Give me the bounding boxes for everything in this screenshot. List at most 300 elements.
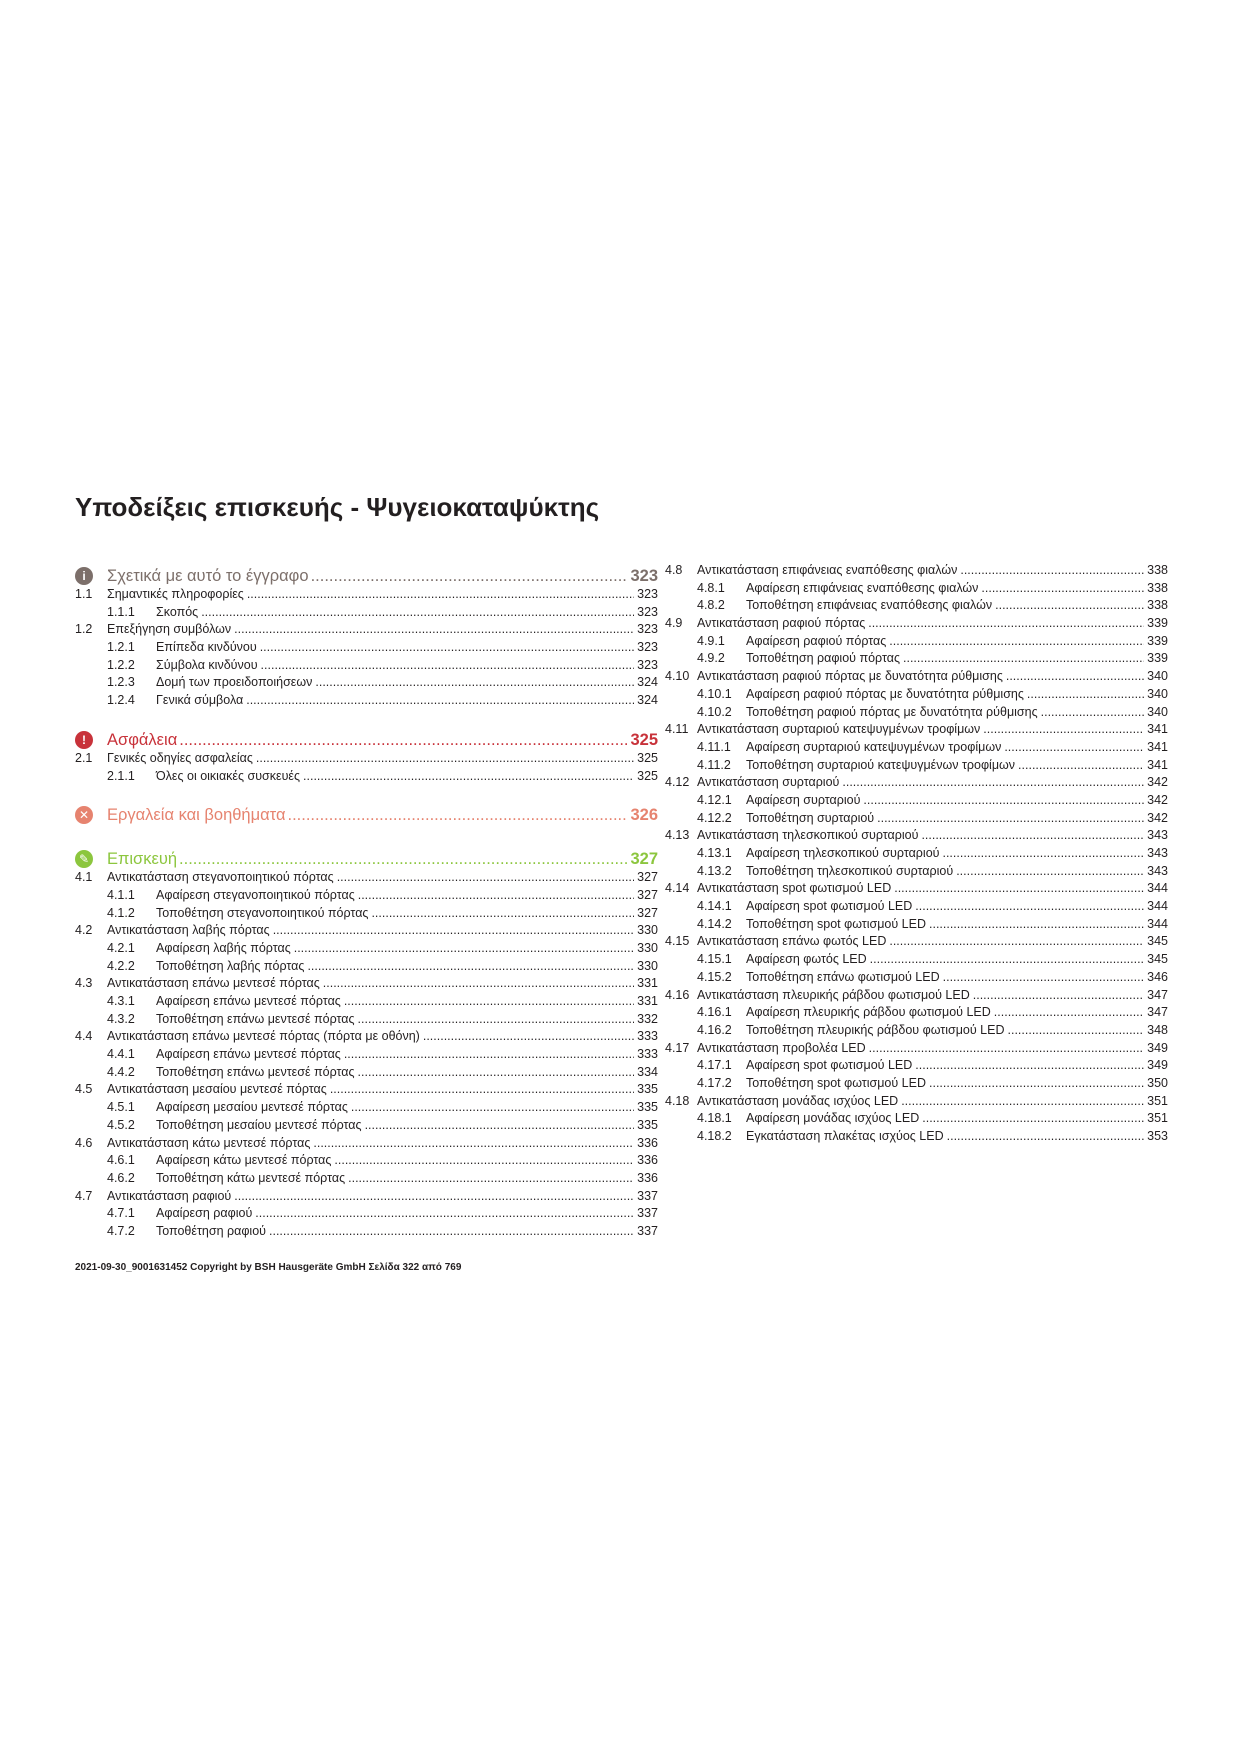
toc-entry[interactable] (665, 1075, 1168, 1093)
dot-leader (1008, 1022, 1145, 1040)
dot-leader (334, 1152, 634, 1170)
toc-entry-page: 323 (637, 657, 658, 672)
toc-entry-page: 344 (1147, 881, 1168, 896)
toc-entry-label: Αφαίρεση πλευρικής ράβδου φωτισμού LED (746, 1005, 991, 1020)
toc-entry-page: 327 (637, 870, 658, 885)
toc-entry-page: 323 (637, 640, 658, 655)
toc-entry-label: Τοποθέτηση ραφιού πόρτας (746, 651, 900, 666)
dot-leader (868, 615, 1144, 633)
toc-entry-page: 345 (1147, 952, 1168, 967)
toc-entry[interactable] (665, 668, 1168, 686)
toc-entry[interactable] (665, 704, 1168, 722)
toc-entry-number: 1.2 (75, 622, 93, 637)
toc-entry[interactable] (665, 969, 1168, 987)
toc-entry[interactable] (665, 863, 1168, 881)
toc-entry[interactable] (665, 898, 1168, 916)
toc-chapter[interactable] (75, 845, 658, 869)
toc-entry[interactable] (75, 1117, 658, 1135)
dot-leader (255, 1205, 634, 1223)
dot-leader (344, 993, 634, 1011)
toc-entry-page: 325 (637, 768, 658, 783)
toc-entry-page: 331 (637, 994, 658, 1008)
toc-entry-number: 4.6.1 (107, 1153, 135, 1168)
toc-entry-page: 323 (637, 604, 658, 619)
toc-entry-label: Αφαίρεση ραφιού (156, 1206, 253, 1221)
toc-entry-page: 337 (637, 1206, 658, 1221)
toc-entry-label: Επίπεδα κινδύνου (156, 640, 257, 655)
toc-entry[interactable] (75, 975, 658, 993)
toc-entry-number: 4.13.1 (697, 846, 732, 860)
toc-entry-number: 4.4.1 (107, 1047, 135, 1062)
toc-entry-label: Αφαίρεση λαβής πόρτας (156, 940, 291, 955)
toc-entry[interactable] (665, 721, 1168, 739)
toc-entry-number: 4.4 (75, 1029, 93, 1044)
dot-leader (1018, 757, 1144, 775)
toc-entry-page: 344 (1147, 899, 1168, 914)
toc-entry[interactable] (75, 1046, 658, 1064)
toc-entry-page: 330 (637, 958, 658, 973)
toc-entry[interactable] (75, 1152, 658, 1170)
toc-entry-number: 4.9 (665, 616, 683, 631)
toc-entry[interactable] (75, 639, 658, 657)
toc-entry-page: 325 (637, 750, 658, 765)
toc-entry-number: 4.3.2 (107, 1011, 135, 1026)
toc-entry-page: 335 (637, 1117, 658, 1132)
toc-entry-label: Τοποθέτηση πλευρικής ράβδου φωτισμού LED (746, 1022, 1005, 1037)
dot-leader (351, 1099, 634, 1117)
warning-icon: ! (75, 731, 93, 749)
toc-entry-label: Αφαίρεση spot φωτισμού LED (746, 1058, 913, 1073)
toc-entry-number: 4.9.1 (697, 633, 725, 648)
toc-entry[interactable] (665, 880, 1168, 898)
toc-entry[interactable] (665, 739, 1168, 757)
toc-entry-label: Αφαίρεση μεσαίου μεντεσέ πόρτας (156, 1100, 348, 1115)
toc-entry[interactable] (665, 757, 1168, 775)
toc-entry-page: 339 (1147, 633, 1168, 648)
toc-entry-label: Τοποθέτηση κάτω μεντεσέ πόρτας (156, 1170, 346, 1185)
dot-leader (371, 905, 634, 923)
tools-icon: ✕ (75, 806, 93, 824)
toc-entry-label: Επεξήγηση συμβόλων (107, 622, 232, 637)
toc-entry-page: 351 (1147, 1111, 1168, 1126)
toc-entry-number: 4.16 (665, 987, 690, 1002)
toc-entry-label: Εγκατάσταση πλακέτας ισχύος LED (746, 1129, 944, 1143)
dot-leader (983, 721, 1144, 739)
dot-leader (877, 810, 1144, 828)
dot-leader (894, 880, 1144, 898)
toc-entry[interactable] (75, 940, 658, 958)
toc-entry-label: Αντικατάσταση ραφιού (107, 1188, 232, 1203)
dot-leader (246, 692, 634, 710)
dot-leader (922, 1110, 1144, 1128)
toc-entry-number: 4.1 (75, 870, 93, 885)
toc-entry-number: 4.3 (75, 976, 93, 991)
toc-entry[interactable] (75, 1205, 658, 1223)
toc-entry-page: 349 (1147, 1040, 1168, 1055)
toc-entry-number: 4.3.1 (107, 994, 135, 1008)
dot-leader (313, 1135, 634, 1153)
toc-entry[interactable] (665, 1022, 1168, 1040)
toc-entry-number: 4.16.1 (697, 1005, 732, 1020)
toc-entry-label: Αντικατάσταση ραφιού πόρτας (697, 616, 866, 631)
toc-entry[interactable] (75, 1170, 658, 1188)
toc-entry-label: Όλες οι οικιακές συσκευές (156, 768, 301, 783)
toc-entry-label: Αφαίρεση στεγανοποιητικού πόρτας (156, 887, 355, 902)
toc-entry-label: Αφαίρεση συρταριού (746, 792, 861, 807)
toc-entry[interactable] (75, 604, 658, 622)
toc-entry-number: 1.2.1 (107, 640, 135, 655)
toc-entry-page: 346 (1147, 969, 1168, 984)
toc-entry-page: 343 (1147, 828, 1168, 843)
dot-leader (287, 806, 628, 825)
dot-leader (294, 940, 634, 958)
toc-entry[interactable] (75, 905, 658, 923)
toc-entry[interactable] (665, 792, 1168, 810)
toc-chapter-page: 326 (630, 806, 658, 825)
toc-entry-label: Αντικατάσταση στεγανοποιητικού πόρτας (107, 870, 334, 885)
toc-entry[interactable] (665, 650, 1168, 668)
dot-leader (365, 1117, 635, 1135)
toc-entry[interactable] (75, 1028, 658, 1046)
toc-entry-page: 342 (1147, 775, 1168, 790)
dot-leader (358, 1064, 635, 1082)
toc-chapter-page: 327 (630, 850, 658, 869)
toc-entry-number: 4.6.2 (107, 1170, 135, 1185)
toc-entry[interactable] (75, 768, 658, 786)
toc-entry[interactable] (665, 562, 1168, 580)
dot-leader (929, 1075, 1144, 1093)
toc-entry[interactable] (665, 1057, 1168, 1075)
toc-chapter-label: Εργαλεία και βοηθήματα (107, 806, 286, 825)
toc-entry[interactable] (665, 933, 1168, 951)
toc-entry-label: Αντικατάσταση ραφιού πόρτας με δυνατότητα ρύθμισης (697, 669, 1003, 684)
toc-entry-number: 4.17 (665, 1040, 690, 1055)
dot-leader (889, 933, 1144, 951)
toc-chapter[interactable] (75, 801, 658, 825)
toc-entry-page: 348 (1147, 1022, 1168, 1037)
page-title: Υποδείξεις επισκευής - Ψυγειοκαταψύκτης (75, 492, 600, 522)
toc-entry-label: Τοποθέτηση μεσαίου μεντεσέ πόρτας (156, 1117, 362, 1132)
toc-entry-number: 4.11.2 (697, 757, 731, 772)
toc-entry[interactable] (75, 922, 658, 940)
toc-entry-page: 336 (637, 1170, 658, 1185)
repair-icon: ✎ (75, 850, 93, 868)
toc-entry-label: Αντικατάσταση κάτω μεντεσέ πόρτας (107, 1135, 311, 1150)
toc-entry-number: 4.2 (75, 923, 93, 938)
toc-entry[interactable] (665, 810, 1168, 828)
toc-entry-label: Αντικατάσταση πλευρικής ράβδου φωτισμού LED (697, 987, 970, 1002)
dot-leader (358, 1011, 635, 1029)
toc-entry-label: Αφαίρεση ραφιού πόρτας με δυνατότητα ρύθμισης (746, 686, 1024, 701)
toc-entry-page: 340 (1147, 704, 1168, 719)
toc-entry-page: 347 (1147, 987, 1168, 1002)
toc-entry-number: 4.18.2 (697, 1129, 732, 1143)
dot-leader (943, 969, 1145, 987)
toc-entry-number: 4.2.2 (107, 958, 135, 973)
toc-entry-page: 337 (637, 1223, 658, 1238)
toc-entry-label: Σημαντικές πληροφορίες (107, 587, 244, 601)
dot-leader (234, 1188, 634, 1206)
toc-entry-page: 333 (637, 1029, 658, 1044)
toc-entry-page: 351 (1147, 1093, 1168, 1108)
toc-entry-page: 336 (637, 1135, 658, 1150)
dot-leader (358, 887, 634, 905)
toc-entry-label: Αφαίρεση τηλεσκοπικού συρταριού (746, 846, 940, 860)
toc-entry[interactable] (665, 774, 1168, 792)
toc-entry-number: 4.16.2 (697, 1022, 732, 1037)
toc-entry-number: 4.10 (665, 669, 690, 684)
dot-leader (942, 845, 1144, 863)
toc-entry[interactable] (75, 993, 658, 1011)
toc-entry-page: 334 (637, 1064, 658, 1079)
toc-entry-number: 4.7 (75, 1188, 93, 1203)
toc-chapter[interactable] (75, 562, 658, 586)
toc-entry-label: Αφαίρεση επιφάνειας εναπόθεσης φιαλών (746, 580, 979, 595)
dot-leader (889, 633, 1144, 651)
toc-entry-number: 1.2.4 (107, 693, 135, 708)
dot-leader (261, 657, 635, 675)
toc-entry-number: 4.17.1 (697, 1058, 732, 1073)
toc-entry-page: 338 (1147, 580, 1168, 595)
toc-entry-page: 323 (637, 587, 658, 601)
toc-entry-number: 4.12 (665, 775, 690, 790)
toc-entry-label: Αντικατάσταση επάνω φωτός LED (697, 934, 887, 949)
toc-entry-label: Δομή των προειδοποιήσεων (156, 675, 313, 690)
toc-entry-page: 338 (1147, 598, 1168, 613)
toc-chapter-label: Ασφάλεια (107, 730, 178, 749)
toc-entry-page: 336 (637, 1153, 658, 1168)
toc-entry[interactable] (75, 1081, 658, 1099)
toc-entry[interactable] (75, 1064, 658, 1082)
dot-leader (1006, 668, 1144, 686)
toc-entry-page: 343 (1147, 846, 1168, 860)
toc-entry-label: Αφαίρεση ραφιού πόρτας (746, 633, 887, 648)
dot-leader (323, 975, 634, 993)
toc-entry-label: Αντικατάσταση τηλεσκοπικού συρταριού (697, 828, 919, 843)
toc-entry-number: 4.7.2 (107, 1223, 135, 1238)
toc-right-column (665, 562, 1168, 1146)
toc-entry[interactable] (665, 827, 1168, 845)
toc-entry-page: 349 (1147, 1058, 1168, 1073)
toc-entry-page: 341 (1147, 722, 1168, 737)
toc-entry-page: 324 (637, 675, 658, 690)
toc-entry[interactable] (665, 1110, 1168, 1128)
toc-entry-label: Τοποθέτηση επάνω μεντεσέ πόρτας (156, 1064, 355, 1079)
dot-leader (423, 1028, 634, 1046)
page-footer: 2021-09-30_9001631452 Copyright by BSH Hausgeräte GmbH Σελίδα 322 από 769 (75, 1262, 462, 1273)
toc-entry-number: 1.2.2 (107, 657, 135, 672)
toc-entry[interactable] (665, 615, 1168, 633)
toc-chapter-label: Σχετικά με αυτό το έγγραφο (107, 567, 309, 585)
toc-entry[interactable] (665, 951, 1168, 969)
toc-entry-label: Αφαίρεση επάνω μεντεσέ πόρτας (156, 994, 341, 1008)
toc-chapter-page: 323 (630, 567, 658, 585)
dot-leader (973, 987, 1144, 1005)
dot-leader (247, 586, 634, 604)
toc-entry-page: 340 (1147, 686, 1168, 701)
toc-entry-page: 344 (1147, 916, 1168, 931)
toc-entry[interactable] (665, 916, 1168, 934)
toc-chapter-label: Επισκευή (107, 850, 178, 869)
toc-entry[interactable] (75, 1188, 658, 1206)
toc-entry-number: 4.12.2 (697, 810, 732, 825)
dot-leader (179, 850, 628, 869)
toc-entry-label: Αντικατάσταση προβολέα LED (697, 1040, 866, 1055)
toc-entry-number: 4.5.1 (107, 1100, 135, 1115)
toc-entry[interactable] (75, 887, 658, 905)
toc-entry-number: 4.10.1 (697, 686, 732, 701)
toc-entry-number: 4.11 (665, 722, 689, 737)
toc-entry-number: 1.1.1 (107, 604, 135, 619)
toc-entry-number: 4.5 (75, 1082, 93, 1097)
dot-leader (921, 827, 1144, 845)
toc-entry-number: 4.8.2 (697, 598, 725, 613)
dot-leader (947, 1128, 1145, 1146)
dot-leader (863, 792, 1144, 810)
toc-entry[interactable] (75, 750, 658, 768)
toc-entry[interactable] (75, 621, 658, 639)
toc-entry[interactable] (665, 633, 1168, 651)
toc-entry-page: 333 (637, 1047, 658, 1062)
toc-chapter-page: 325 (630, 730, 658, 749)
dot-leader (337, 869, 634, 887)
toc-entry[interactable] (665, 686, 1168, 704)
toc-entry-label: Αφαίρεση κάτω μεντεσέ πόρτας (156, 1153, 332, 1168)
dot-leader (981, 580, 1144, 598)
dot-leader (315, 674, 634, 692)
toc-entry-label: Τοποθέτηση στεγανοποιητικού πόρτας (156, 905, 369, 920)
toc-entry-number: 2.1 (75, 750, 93, 765)
toc-entry-label: Γενικές οδηγίες ασφαλείας (107, 750, 253, 765)
toc-entry-page: 342 (1147, 792, 1168, 807)
toc-entry[interactable] (665, 1004, 1168, 1022)
toc-entry-page: 347 (1147, 1005, 1168, 1020)
toc-entry-number: 4.14.1 (697, 899, 732, 914)
toc-entry-label: Τοποθέτηση ραφιού πόρτας με δυνατότητα ρύθμισης (746, 704, 1038, 719)
dot-leader (1041, 704, 1145, 722)
dot-leader (995, 597, 1144, 615)
toc-entry-label: Τοποθέτηση συρταριού (746, 810, 875, 825)
toc-entry[interactable] (665, 597, 1168, 615)
toc-entry[interactable] (665, 845, 1168, 863)
toc-entry-page: 339 (1147, 616, 1168, 631)
toc-entry-number: 4.15 (665, 934, 690, 949)
toc-entry-label: Αφαίρεση spot φωτισμού LED (746, 899, 913, 914)
toc-entry-label: Αντικατάσταση επάνω μεντεσέ πόρτας (πόρτα με οθόνη) (107, 1029, 420, 1044)
toc-entry-page: 341 (1147, 739, 1168, 754)
toc-entry-number: 4.1.1 (107, 887, 135, 902)
toc-entry-number: 4.12.1 (697, 792, 732, 807)
toc-entry-label: Αφαίρεση μονάδας ισχύος LED (746, 1111, 920, 1126)
toc-entry[interactable] (665, 987, 1168, 1005)
toc-entry[interactable] (665, 580, 1168, 598)
toc-entry-number: 4.8 (665, 563, 683, 577)
dot-leader (915, 898, 1144, 916)
toc-entry-page: 343 (1147, 863, 1168, 878)
toc-entry[interactable] (75, 657, 658, 675)
toc-entry-label: Αντικατάσταση μονάδας ισχύος LED (697, 1093, 899, 1108)
dot-leader (273, 922, 634, 940)
toc-entry-number: 4.18 (665, 1093, 690, 1108)
toc-entry-number: 4.18.1 (697, 1111, 732, 1126)
toc-entry[interactable] (75, 869, 658, 887)
toc-entry-number: 4.4.2 (107, 1064, 135, 1079)
dot-leader (994, 1004, 1144, 1022)
toc-entry-label: Αντικατάσταση λαβής πόρτας (107, 923, 270, 938)
toc-entry[interactable] (75, 674, 658, 692)
toc-entry-label: Τοποθέτηση επιφάνειας εναπόθεσης φιαλών (746, 598, 993, 613)
dot-leader (1004, 739, 1144, 757)
toc-entry[interactable] (75, 1135, 658, 1153)
toc-left-column (75, 562, 658, 1241)
toc-entry-page: 331 (637, 976, 658, 991)
toc-entry-page: 335 (637, 1100, 658, 1115)
dot-leader (956, 863, 1144, 881)
toc-entry[interactable] (665, 1128, 1168, 1146)
toc-entry-number: 4.13 (665, 828, 690, 843)
toc-entry-page: 332 (637, 1011, 658, 1026)
toc-entry-page: 345 (1147, 934, 1168, 949)
toc-entry[interactable] (75, 1011, 658, 1029)
toc-entry[interactable] (75, 586, 658, 604)
toc-entry-label: Αντικατάσταση spot φωτισμού LED (697, 881, 892, 896)
toc-entry-number: 4.14 (665, 881, 690, 896)
toc-entry-label: Τοποθέτηση spot φωτισμού LED (746, 916, 926, 931)
toc-entry-number: 4.15.2 (697, 969, 732, 984)
toc-entry[interactable] (75, 692, 658, 710)
toc-entry[interactable] (75, 1099, 658, 1117)
toc-entry-page: 330 (637, 923, 658, 938)
toc-entry[interactable] (75, 958, 658, 976)
toc-entry-number: 4.13.2 (697, 863, 732, 878)
dot-leader (269, 1223, 634, 1241)
toc-entry-number: 4.1.2 (107, 905, 135, 920)
toc-entry-number: 4.5.2 (107, 1117, 135, 1132)
toc-entry-page: 327 (637, 905, 658, 920)
toc-entry-number: 4.6 (75, 1135, 93, 1150)
dot-leader (869, 1040, 1144, 1058)
toc-entry-label: Τοποθέτηση επάνω φωτισμού LED (746, 969, 940, 984)
toc-entry-number: 1.2.3 (107, 675, 135, 690)
toc-entry[interactable] (665, 1040, 1168, 1058)
dot-leader (307, 958, 634, 976)
dot-leader (303, 768, 634, 786)
dot-leader (179, 731, 628, 750)
toc-entry-label: Αφαίρεση επάνω μεντεσέ πόρτας (156, 1047, 341, 1062)
toc-entry-number: 4.11.1 (697, 739, 731, 754)
toc-entry-label: Τοποθέτηση επάνω μεντεσέ πόρτας (156, 1011, 355, 1026)
toc-entry-label: Σύμβολα κινδύνου (156, 657, 258, 672)
dot-leader (348, 1170, 634, 1188)
dot-leader (903, 650, 1144, 668)
dot-leader (234, 621, 634, 639)
toc-chapter[interactable] (75, 726, 658, 750)
toc-entry[interactable] (75, 1223, 658, 1241)
toc-entry-page: 324 (637, 693, 658, 708)
toc-entry-number: 4.7.1 (107, 1206, 135, 1221)
info-icon: i (75, 567, 93, 585)
toc-entry-page: 323 (637, 622, 658, 637)
toc-entry-number: 4.8.1 (697, 580, 725, 595)
toc-entry-page: 341 (1147, 757, 1168, 772)
toc-entry-number: 4.15.1 (697, 952, 732, 967)
toc-entry-label: Αντικατάσταση επιφάνειας εναπόθεσης φιαλών (697, 563, 958, 577)
dot-leader (870, 951, 1144, 969)
dot-leader (842, 774, 1144, 792)
toc-entry[interactable] (665, 1093, 1168, 1111)
dot-leader (1027, 686, 1144, 704)
toc-entry-page: 338 (1147, 563, 1168, 577)
